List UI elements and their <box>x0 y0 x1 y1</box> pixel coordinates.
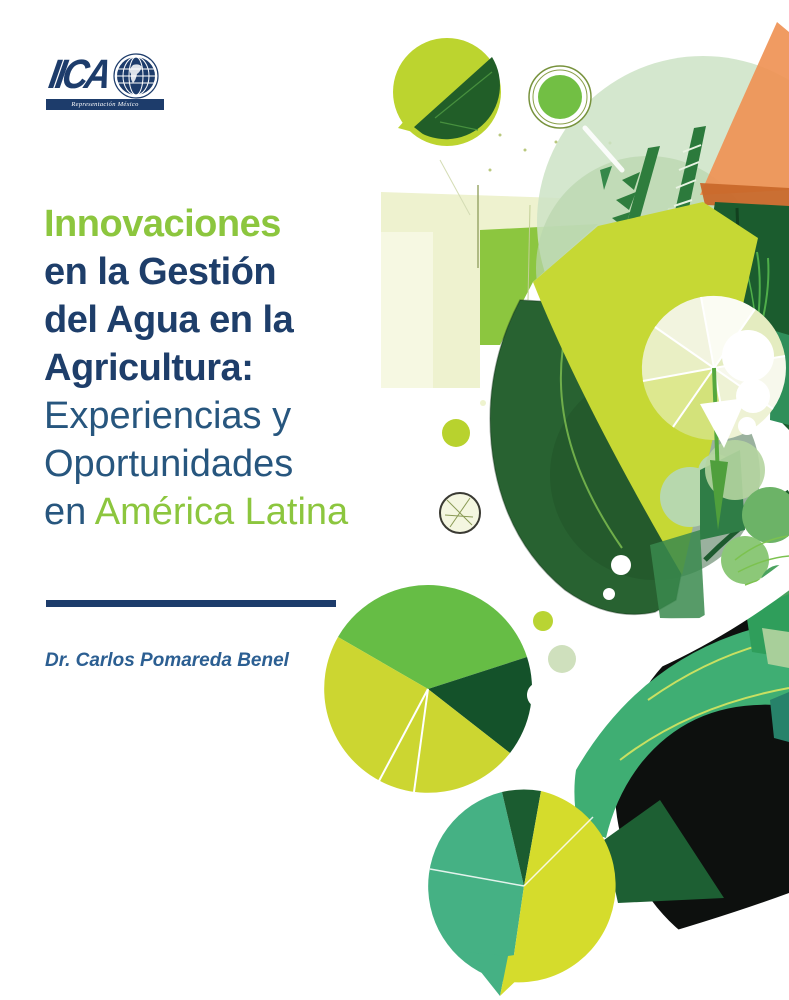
subtitle-prefix: en <box>44 491 95 533</box>
iica-logo-acronym: IICA <box>45 51 113 97</box>
title-line: del Agua en la <box>44 299 294 341</box>
subtitle-line <box>44 488 404 536</box>
title-divider-rule <box>46 600 336 607</box>
page-title <box>44 200 404 536</box>
globe-icon <box>113 53 159 99</box>
subtitle-line: Experiencias y <box>44 395 292 437</box>
subtitle-highlight: América Latina <box>94 491 349 533</box>
subtitle-line: Oportunidades <box>44 443 294 485</box>
teardrop-pie-graphic <box>428 789 615 996</box>
iica-logo-tagline: Representación México <box>46 99 164 110</box>
sketch-circle-graphic <box>440 493 480 533</box>
author-name: Dr. Carlos Pomareda Benel <box>45 650 289 671</box>
bottom-left-pie-graphic <box>324 585 532 793</box>
split-pie-graphic <box>393 38 501 146</box>
title-line-highlight: Innovaciones <box>44 203 281 245</box>
title-line: en la Gestión <box>44 251 277 293</box>
iica-logo <box>46 52 166 110</box>
title-line: Agricultura: <box>44 347 254 389</box>
lime-dot-graphic <box>442 419 470 447</box>
